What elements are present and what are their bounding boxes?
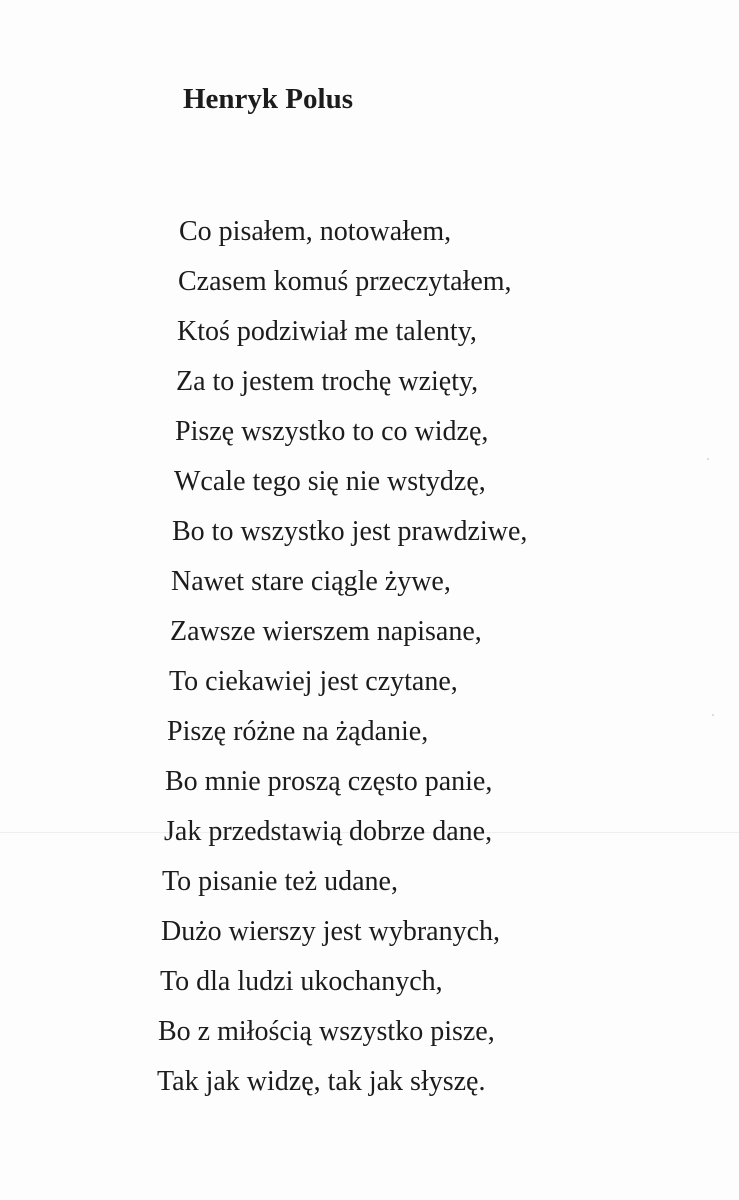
poem-line: To ciekawiej jest czytane, (169, 666, 458, 697)
poem-line: Tak jak widzę, tak jak słyszę. (157, 1066, 486, 1097)
poem-line: To dla ludzi ukochanych, (160, 966, 443, 997)
poem-line: Za to jestem trochę wzięty, (176, 366, 479, 397)
poem-line: Piszę różne na żądanie, (167, 716, 429, 747)
poem-author: Henryk Polus (183, 83, 353, 115)
poem-line: To pisanie też udane, (162, 866, 398, 897)
poem-line: Piszę wszystko to co widzę, (175, 416, 489, 447)
poem-line: Dużo wierszy jest wybranych, (161, 916, 501, 947)
poem-line: Ktoś podziwiał me talenty, (177, 316, 477, 347)
poem-line: Bo to wszystko jest prawdziwe, (172, 516, 528, 547)
poem-line: Wcale tego się nie wstydzę, (174, 466, 486, 497)
poem-line: Czasem komuś przeczytałem, (178, 266, 512, 297)
poem-line: Bo mnie proszą często panie, (165, 766, 493, 797)
poem-line: Nawet stare ciągle żywe, (171, 566, 451, 597)
poem-line: Jak przedstawią dobrze dane, (164, 816, 493, 847)
poem-line: Zawsze wierszem napisane, (170, 616, 482, 647)
poem-line: Bo z miłością wszystko pisze, (158, 1016, 495, 1047)
poem-line: Co pisałem, notowałem, (179, 216, 452, 247)
